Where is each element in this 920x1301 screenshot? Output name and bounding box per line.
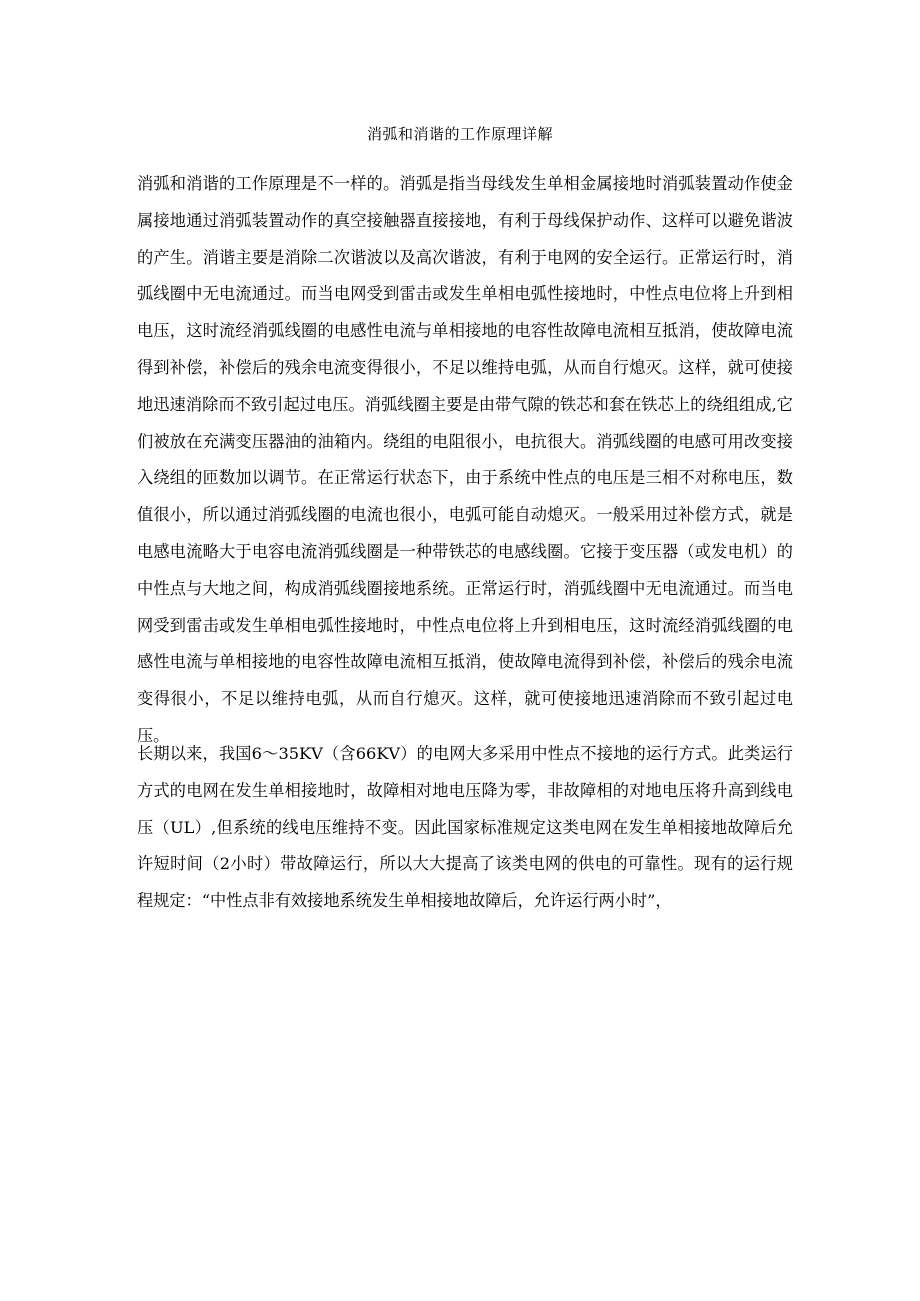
paragraph-arc-suppression-principle: 消弧和消谐的工作原理是不一样的。消弧是指当母线发生单相金属接地时消弧装置动作使金属接地通过消弧装置动作的真空接触器直接接地，有利于母线保护动作、这样可以避免谐波的产生。消谐主要是消除二次谐波以及高次谐波，有利于电网的安全运行。正常运行时，消弧线圈中无电流通过。而当电网受到雷击或发生单相电弧性接地时，中性点电位将上升到相电压，这时流经消弧线圈的电感性电流与单相接地的电容性故障电流相互抵消，使故障电流得到补偿，补偿后的残余电流变得很小，不足以维持电弧，从而自行熄灭。这样，就可使接地迅速消除而不致引起过电压。消弧线圈主要是由带气隙的铁芯和套在铁芯上的绕组组成,它们被放在充满变压器油的油箱内。绕组的电阻很小，电抗很大。消弧线圈的电感可用改变接入绕组的匝数加以调节。在正常运行状态下，由于系统中性点的电压是三相不对称电压，数值很小，所以通过消弧线圈的电流也很小，电弧可能自动熄灭。一般采用过补偿方式，就是电感电流略大于电容电流消弧线圈是一种带铁芯的电感线圈。它接于变压器（或发电机）的中性点与大地之间，构成消弧线圈接地系统。正常运行时，消弧线圈中无电流通过。而当电网受到雷击或发生单相电弧性接地时，中性点电位将上升到相电压，这时流经消弧线圈的电感性电流与单相接地的电容性故障电流相互抵消，使故障电流得到补偿，补偿后的残余电流变得很小，不足以维持电弧，从而自行熄灭。这样，就可使接地迅速消除而不致引起过电压。 xyxy=(137,174,793,745)
paragraph-ungrounded-neutral-operation: 长期以来，我国6～35KV（含66KV）的电网大多采用中性点不接地的运行方式。此类运行方式的电网在发生单相接地时，故障相对地电压降为零，非故障相的对地电压将升高到线电压（UL）,但系统的线电压维持不变。因此国家标准规定这类电网在发生单相接地故障后允许短时间（2小时）带故障运行，所以大大提高了该类电网的供电的可靠性。现有的运行规程规定：“中性点非有效接地系统发生单相接地故障后，允许运行两小时”， xyxy=(137,744,793,911)
document-title: 消弧和消谐的工作原理详解 xyxy=(366,125,553,143)
